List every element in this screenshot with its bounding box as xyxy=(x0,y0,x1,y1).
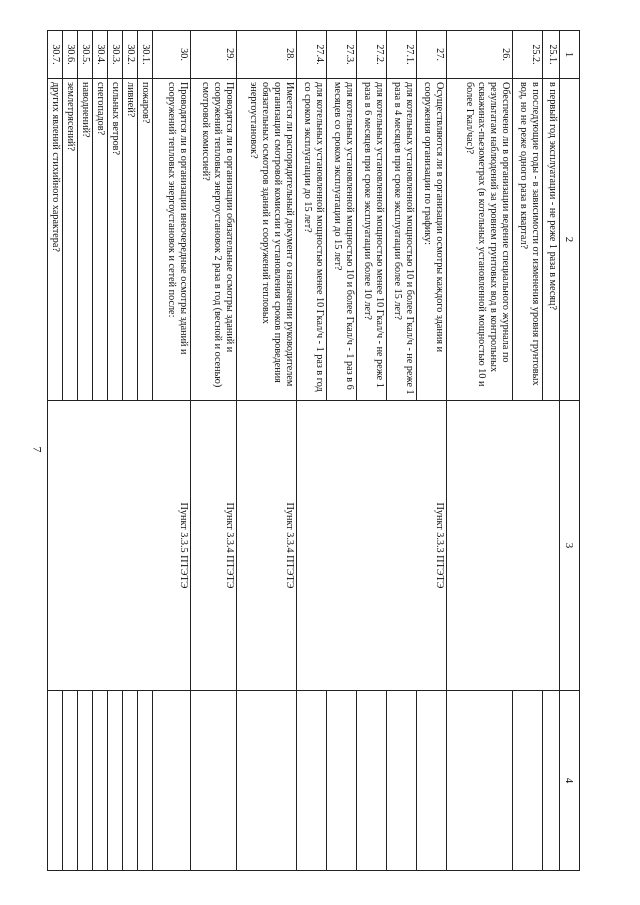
question-text: пожаров? xyxy=(138,79,153,401)
header-col-3: 3 xyxy=(560,401,580,691)
row-number: 26. xyxy=(447,31,513,79)
row-number: 27.4. xyxy=(297,31,327,79)
row-number: 25.2. xyxy=(513,31,543,79)
reference-cell: Пункт 3.3.4 ПТЭТЭ xyxy=(237,401,297,691)
result-cell xyxy=(48,691,63,871)
row-number: 27.2. xyxy=(357,31,387,79)
result-cell xyxy=(543,691,560,871)
row-number: 27.3. xyxy=(327,31,357,79)
question-text: Имеется ли распорядительный документ о назначении руководителем организации смотровой комиссии и установления сроков проведения обязательных осмотров зданий и сооружений тепловых энергоустановок? xyxy=(237,79,297,401)
question-text: сильных ветров? xyxy=(108,79,123,401)
question-text: Обеспечено ли в организации ведение специального журнала по результатам наблюдений за уровнем грунтовых вод в контрольных скважинах-пьезометрах (в котельных установленной мощностью 10 и более Гкал/час)? xyxy=(447,79,513,401)
row-number: 30.7. xyxy=(48,31,63,79)
result-cell xyxy=(78,691,93,871)
reference-cell xyxy=(447,401,560,691)
table-row xyxy=(237,31,297,871)
row-number: 30.2. xyxy=(123,31,138,79)
table-row xyxy=(153,31,191,871)
question-text: наводнений? xyxy=(78,79,93,401)
result-cell xyxy=(327,691,357,871)
question-text: для котельных установленной мощностью менее 10 Гкал/ч - не реже 1 раза в 6 месяцев при сроке эксплуатации более 10 лет? xyxy=(357,79,387,401)
result-cell xyxy=(138,691,153,871)
row-number: 27.1. xyxy=(387,31,417,79)
reference-cell: Пункт 3.3.4 ПТЭТЭ xyxy=(191,401,237,691)
row-number: 25.1. xyxy=(543,31,560,79)
result-cell xyxy=(63,691,78,871)
result-cell xyxy=(417,691,447,871)
question-text: Проводятся ли в организации обязательные осмотры зданий и сооружений тепловых энергоустановок 2 раза в год (весной и осенью) смотровой комиссией? xyxy=(191,79,237,401)
landscape-sheet xyxy=(50,30,580,870)
reference-cell: Пункт 3.3.3 ПТЭТЭ xyxy=(297,401,447,691)
row-number: 30.5. xyxy=(78,31,93,79)
question-text: землетрясений? xyxy=(63,79,78,401)
document-page xyxy=(50,30,580,870)
question-text: Осуществляются ли в организации осмотры каждого здания и сооружения организации по графику: xyxy=(417,79,447,401)
row-number: 30.6. xyxy=(63,31,78,79)
row-number: 28. xyxy=(237,31,297,79)
row-number: 30. xyxy=(153,31,191,79)
result-cell xyxy=(387,691,417,871)
row-number: 30.4. xyxy=(93,31,108,79)
question-text: Проводятся ли в организации внеочередные осмотры зданий и сооружений тепловых энергоустановок и сетей после: xyxy=(153,79,191,401)
result-cell xyxy=(297,691,327,871)
row-number: 27. xyxy=(417,31,447,79)
result-cell xyxy=(513,691,543,871)
row-number: 30.1. xyxy=(138,31,153,79)
reference-cell: Пункт 3.3.5 ПТЭТЭ xyxy=(48,401,191,691)
question-text: других явлений стихийного характера? xyxy=(48,79,63,401)
row-number: 29. xyxy=(191,31,237,79)
page-number: 7 xyxy=(30,446,45,453)
table-row xyxy=(417,31,447,871)
header-row xyxy=(560,31,580,871)
header-col-1: 1 xyxy=(560,31,580,79)
result-cell xyxy=(123,691,138,871)
question-text: ливней? xyxy=(123,79,138,401)
question-text: в последующие годы - в зависимости от изменения уровня грунтовых вод, но не реже одного раза в квартал? xyxy=(513,79,543,401)
question-text: в первый год эксплуатации - не реже 1 раза в месяц? xyxy=(543,79,560,401)
checklist-table xyxy=(47,30,580,871)
table-row xyxy=(543,31,560,871)
question-text: для котельных установленной мощностью 10 и более Гкал/ч - 1 раз в 6 месяцев со сроком эксплуатации до 15 лет? xyxy=(327,79,357,401)
result-cell xyxy=(447,691,513,871)
table-row xyxy=(191,31,237,871)
result-cell xyxy=(357,691,387,871)
question-text: для котельных установленной мощностью 10 и более Гкал/ч - не реже 1 раза в 4 месяцев при сроке эксплуатации более 15 лет? xyxy=(387,79,417,401)
header-col-2: 2 xyxy=(560,79,580,401)
question-text: для котельных установленной мощностью менее 10 Гкал/ч - 1 раз в год со сроком эксплуатации до 15 лет? xyxy=(297,79,327,401)
question-text: снегопадов? xyxy=(93,79,108,401)
result-cell xyxy=(153,691,191,871)
result-cell xyxy=(93,691,108,871)
header-col-4: 4 xyxy=(560,691,580,871)
result-cell xyxy=(191,691,237,871)
row-number: 30.3. xyxy=(108,31,123,79)
result-cell xyxy=(108,691,123,871)
result-cell xyxy=(237,691,297,871)
